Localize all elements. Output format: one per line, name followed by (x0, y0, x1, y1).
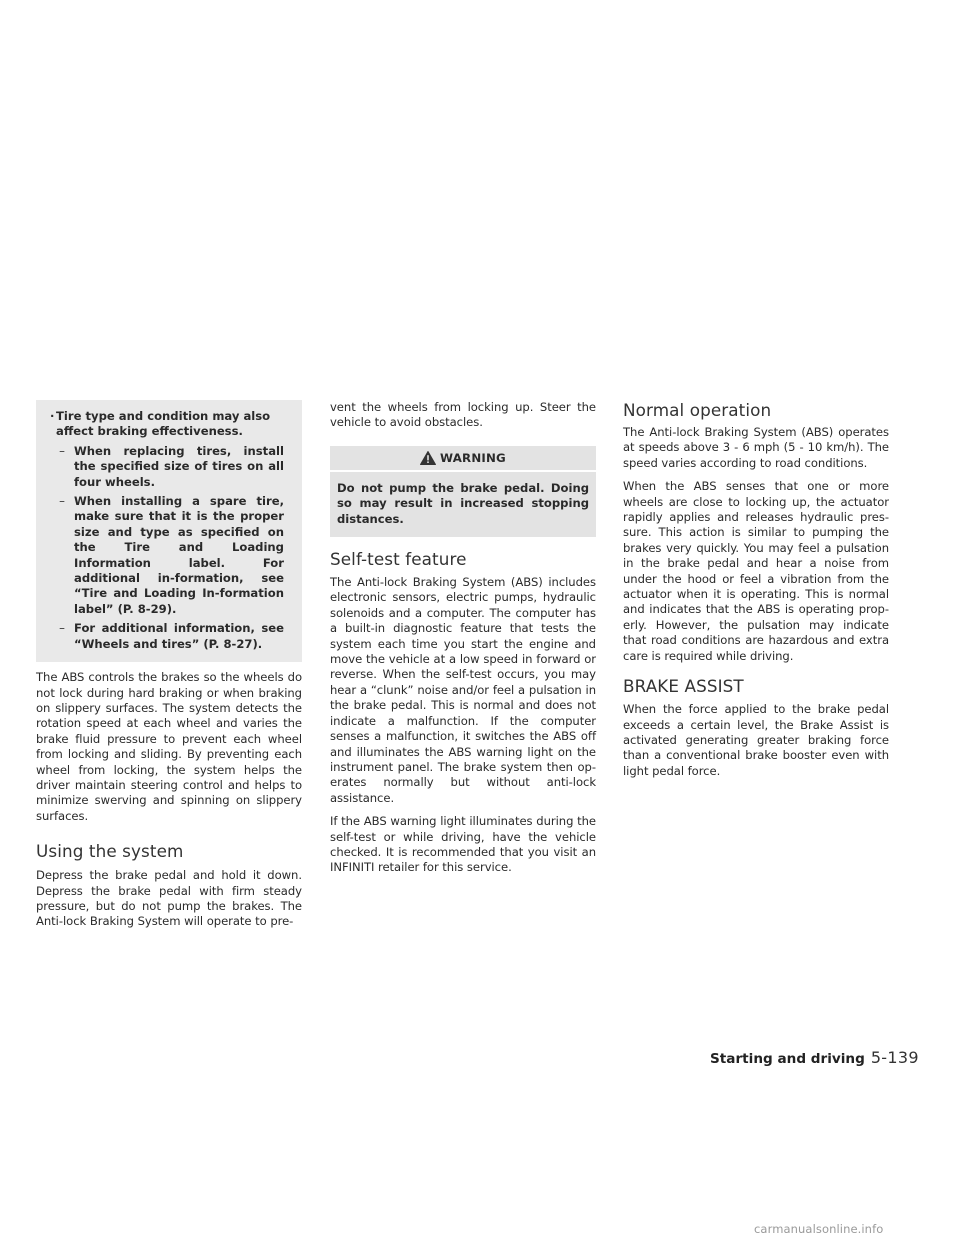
normal-operation-paragraph-1: The Anti-lock Braking System (ABS) operates at speeds above 3 - 6 mph (5 - 10 km/h). The speed varies according to road conditions. (623, 425, 889, 470)
watermark-text: carmanualsonline.info (754, 1222, 884, 1236)
footer-section-title: Starting and driving (710, 1051, 865, 1067)
brake-assist-paragraph: When the force applied to the brake pedal exceeds a certain level, the Brake Assist is activated generating greater braking force than a conventional brake booster even with light pedal force. (623, 702, 889, 778)
heading-self-test-feature: Self-test feature (330, 549, 467, 570)
tip-bullet: · (50, 409, 55, 423)
using-system-paragraph: Depress the brake pedal and hold it down. Depress the brake pedal with firm steady pressure, but do not pump the brakes. The Anti-lock Braking System will operate to pre- (36, 868, 302, 929)
dash-marker: – (59, 443, 65, 458)
heading-using-the-system: Using the system (36, 841, 184, 862)
page-footer (710, 1048, 919, 1067)
warning-text: Do not pump the brake pedal. Doing so may result in increased stopping distances. (330, 472, 596, 537)
tire-tip-box (36, 400, 302, 662)
warning-triangle-icon (420, 451, 436, 465)
tip-sub-text: When installing a spare tire, make sure that it is the proper size and type as specified on the Tire and Loading Information label. For additional in-formation, see “Tire and Loading In-formation label” (P. 8-29). (74, 494, 284, 616)
warning-label: WARNING (440, 450, 506, 465)
tip-sub-list (50, 444, 284, 652)
tip-sub-item (50, 621, 284, 652)
tip-sub-item (50, 494, 284, 617)
tip-main-item (50, 409, 284, 440)
self-test-paragraph-2: If the ABS warning light illuminates during the self-test or while driving, have the vehicle checked. It is recommended that you visit an INFINITI retailer for this service. (330, 814, 596, 875)
warning-box (330, 446, 596, 537)
normal-operation-paragraph-2: When the ABS senses that one or more wheels are close to locking up, the actuator rapidly applies and releases hydraulic pres-sure. This action is similar to pumping the brakes very quickly. You may feel a pulsation in the brake pedal and hear a noise from under the hood or feel a vibration from the actuator when it is operating. This is normal and indicates that the ABS is operating prop-erly. However, the pulsation may indicate that road conditions are hazardous and extra care is required while driving. (623, 479, 889, 663)
heading-brake-assist: BRAKE ASSIST (623, 676, 744, 697)
tip-main-text: Tire type and condition may also affect braking effectiveness. (56, 409, 271, 439)
tip-sub-text: For additional information, see “Wheels and tires” (P. 8-27). (74, 621, 284, 651)
dash-marker: – (59, 494, 65, 509)
column-right (623, 400, 889, 779)
self-test-paragraph-1: The Anti-lock Braking System (ABS) includes electronic sensors, electric pumps, hydraulic solenoids and a computer. The computer has a built-in diagnostic feature that tests the system each time you start the engine and move the vehicle at a low speed in forward or reverse. When the self-test occurs, you may hear a “clunk” noise and/or feel a pulsation in the brake pedal. This is normal and does not indicate a malfunction. If the computer senses a malfunction, it switches the ABS off and illuminates the ABS warning light on the instrument panel. The brake system then op-erates normally but without anti-lock assistance. (330, 575, 596, 805)
heading-normal-operation: Normal operation (623, 400, 772, 420)
warning-header (330, 446, 596, 470)
dash-marker: – (59, 621, 65, 636)
tip-sub-item (50, 444, 284, 490)
abs-description-paragraph: The ABS controls the brakes so the wheels do not lock during hard braking or when braking on slippery surfaces. The system detects the rotation speed at each wheel and varies the brake fluid pressure to prevent each wheel from locking and sliding. By preventing each wheel from locking, the system helps the driver maintain steering control and helps to minimize swerving and spinning on slippery surfaces. (36, 670, 302, 823)
using-system-continued-paragraph: vent the wheels from locking up. Steer the vehicle to avoid obstacles. (330, 400, 596, 430)
column-middle (330, 400, 596, 876)
tip-sub-text: When replacing tires, install the specified size of tires on all four wheels. (74, 443, 284, 489)
column-left (36, 400, 302, 930)
page-number: 5-139 (870, 1048, 919, 1067)
